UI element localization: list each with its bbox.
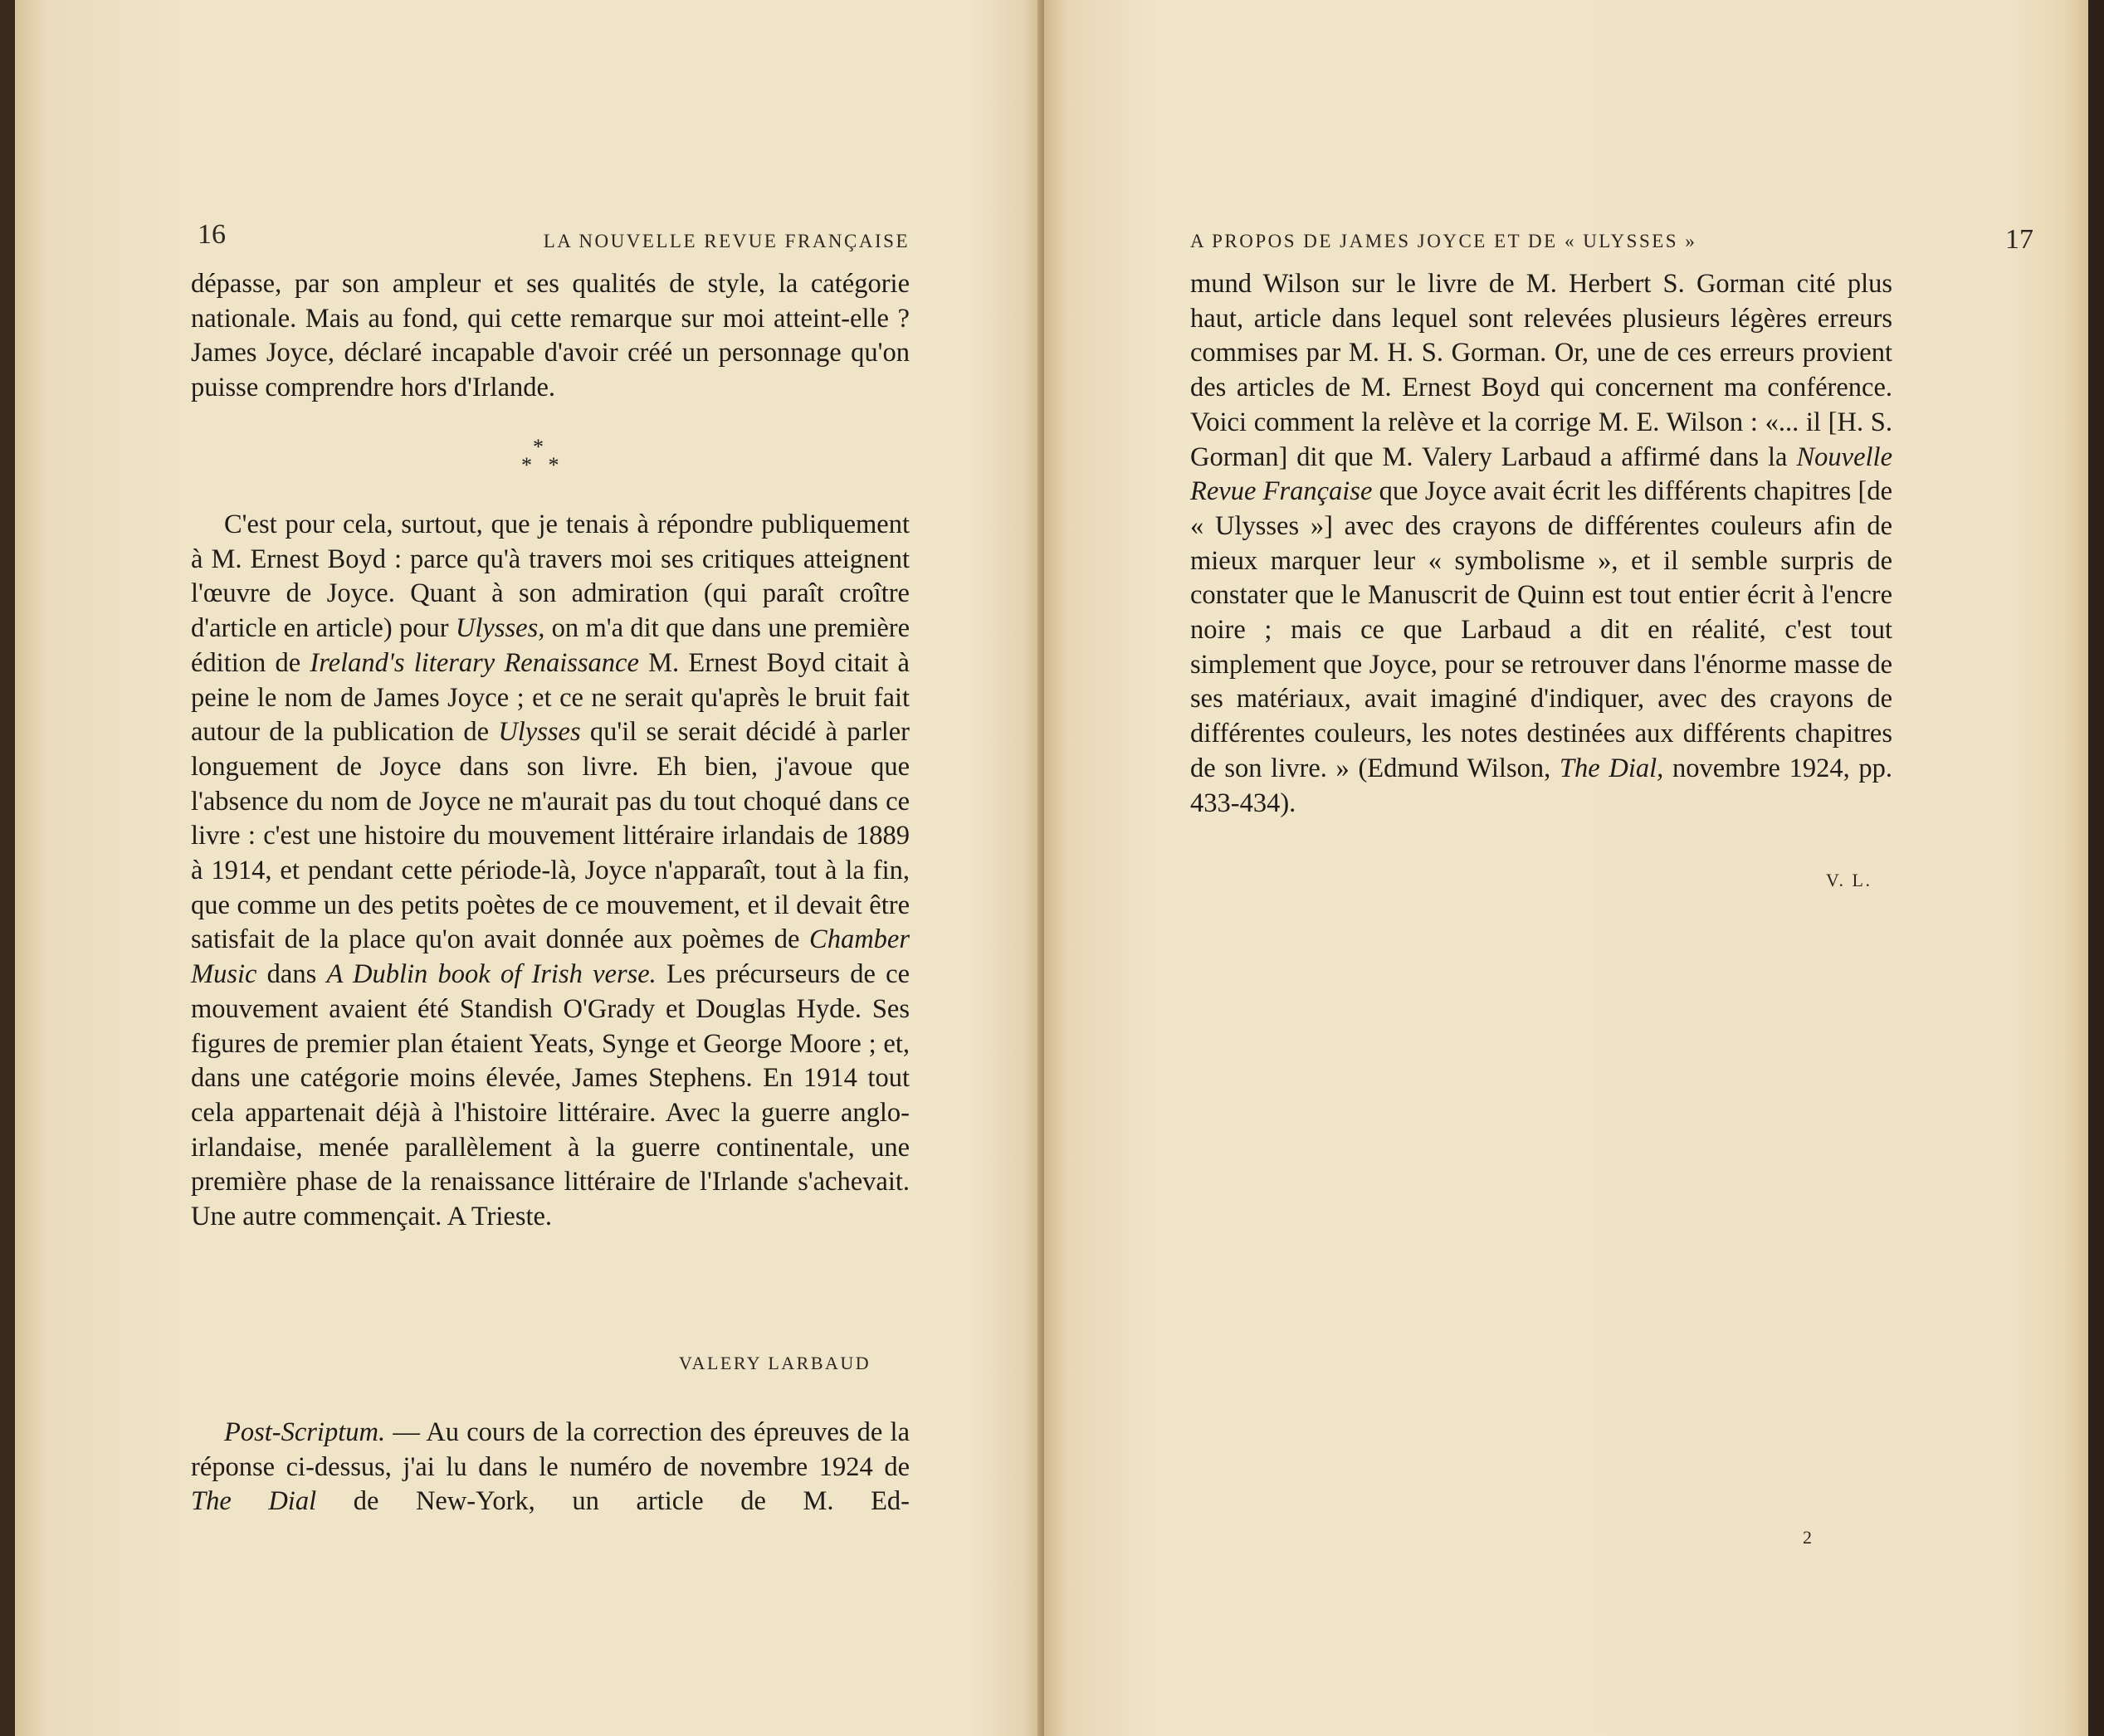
running-head: A PROPOS DE JAMES JOYCE ET DE « ULYSSES » [1190,231,1697,251]
title-the-dial: The Dial [191,1486,317,1517]
title-the-dial: The Dial, [1559,753,1664,783]
postscript-label: Post-Scriptum. [224,1417,386,1447]
title-irelands-literary-renaissance: Ireland's literary Renaissance [310,647,639,678]
title-ulysses-2: Ulysses [498,717,581,748]
title-ulysses: Ulysses, [455,613,545,644]
page-number: 16 [198,219,226,250]
right-page [1044,0,2088,1736]
initials: V. L. [1826,870,1872,890]
title-dublin-book: A Dublin book of Irish verse. [326,959,657,990]
left-page: 16 LA NOUVELLE REVUE FRANÇAISE dépasse, par son ampleur et ses qualités de style, la catégorie nationale. Mais au fond, qui cette remarque sur moi atteint-elle ? James Joyce, déclaré incapable d'avoir créé un personnage qu'on puisse comprendre hors d'Irlande. * * * C'est pour cela, surtout, que je tenais à répondre publiquement à M. Ernest Boyd : parce qu'à travers moi ses critiques atteignent l'œuvre de Joyce. Quant à son admiration (qui paraît croître d'article en article) pour Ulysses, on m'a dit que dans une première édition de Ireland's literary Renaissance M. Ernest Boyd citait à peine le nom de James Joyce ; et ce ne serait qu'après le bruit fait autour de la publication de Ulysses qu'il se serait décidé à parler longuement de Joyce dans son livre. Eh bien, j'avoue que l'absence du nom de Joyce ne m'aurait pas du tout choqué dans ce livre : c'est une histoire du mouvement littéraire irlandais de 1889 à 1914, et pendant cette période-là, Joyce n'apparaît, tout à la fin, que comme un des petits poètes de ce mouvement, et il devait être satisfait de la place qu'on avait donnée aux poèmes de Chamber Music dans A Dublin book of Irish verse. Les précurseurs de ce mouvement avaient été Standish O'Grady et Douglas Hyde. Ses figures de premier plan étaient Yeats, Synge et George Moore ; et, dans une catégorie moins élevée, James Stephens. En 1914 tout cela appartenait déjà à l'histoire littéraire. Avec la guerre anglo-irlandaise, menée parallèlement à la guerre continentale, une première phase de la renaissance littéraire de l'Irlande s'achevait. Une autre commençait. A Trieste. VALERY LARBAUD Post-Scriptum. — Au cours de la correction des épreuves de la réponse ci-dessus, j'ai lu dans le numéro de novembre 1924 de The Dial de New-York, un article de M. Ed- [15,0,1044,1736]
paragraph-2: C'est pour cela, surtout, que je tenais à répondre publiquement à M. Ernest Boyd : parce qu'à travers moi ses critiques atteignent l'œuvre de Joyce. Quant à son admiration (qui paraît croître d'article en article) pour Ulysses, on m'a dit que dans une première édition de Ireland's literary Renaissance M. Ernest Boyd citait à peine le nom de James Joyce ; et ce ne serait qu'après le bruit fait autour de la publication de Ulysses qu'il se serait décidé à parler longuement de Joyce dans son livre. Eh bien, j'avoue que l'absence du nom de Joyce ne m'aurait pas du tout choqué dans ce livre : c'est une histoire du mouvement littéraire irlandais de 1889 à 1914, et pendant cette période-là, Joyce n'apparaît, tout à la fin, que comme un des petits poètes de ce mouvement, et il devait être satisfait de la place qu'on avait donnée aux poèmes de Chamber Music dans A Dublin book of Irish verse. Les précurseurs de ce mouvement avaient été Standish O'Grady et Douglas Hyde. Ses figures de premier plan étaient Yeats, Synge et George Moore ; et, dans une catégorie moins élevée, James Stephens. En 1914 tout cela appartenait déjà à l'histoire littéraire. Avec la guerre anglo-irlandaise, menée parallèlement à la guerre continentale, une première phase de la renaissance littéraire de l'Irlande s'achevait. Une autre commençait. A Trieste. [191,510,910,1232]
running-head: LA NOUVELLE REVUE FRANÇAISE [543,231,910,251]
paragraph-1: dépasse, par son ampleur et ses qualités de style, la catégorie nationale. Mais au fond, qui cette remarque sur moi atteint-elle ? James Joyce, déclaré incapable d'avoir créé un personnage qu'on puisse comprendre hors d'Irlande. [191,269,910,403]
postscript: Post-Scriptum. — Au cours de la correction des épreuves de la réponse ci-dessus, j'ai lu dans le numéro de novembre 1924 de The Dial de New-York, un article de M. Ed- [191,1417,910,1517]
page-number: 17 [2005,224,2033,255]
title-nouvelle-revue-francaise: Nouvelle Revue Française [1190,441,1892,507]
title-chamber-music: Chamber Music [191,924,910,990]
left-header [198,219,910,257]
sheet-number: 2 [1803,1527,1812,1548]
right-header [1190,224,2103,257]
background-edge [2088,0,2104,1736]
signature: VALERY LARBAUD [679,1353,871,1373]
continued-paragraph: mund Wilson sur le livre de M. Herbert S. Gorman cité plus haut, article dans lequel sont relevées plusieurs légères erreurs commises par M. H. S. Gorman. Or, une de ces erreurs provient des articles de M. Ernest Boyd qui concernent ma conférence. Voici comment la relève et la corrige M. E. Wilson : «... il [H. S. Gorman] dit que M. Valery Larbaud a affirmé dans la Nouvelle Revue Française que Joyce avait écrit les différents chapitres [de « Ulysses »] avec des crayons de différentes couleurs afin de mieux marquer leur « symbolisme », et il semble surpris de constater que le Manuscrit de Quinn est tout entier écrit à l'encre noire ; mais ce que Larbaud a dit en réalité, c'est tout simplement que Joyce, pour se retrouver dans l'énorme masse de ses matériaux, avait imaginé d'indiquer, avec des crayons de différentes couleurs, les notes destinées aux différents chapitres de son livre. » (Edmund Wilson, The Dial, novembre 1924, pp. 433-434). [1190,269,1893,818]
